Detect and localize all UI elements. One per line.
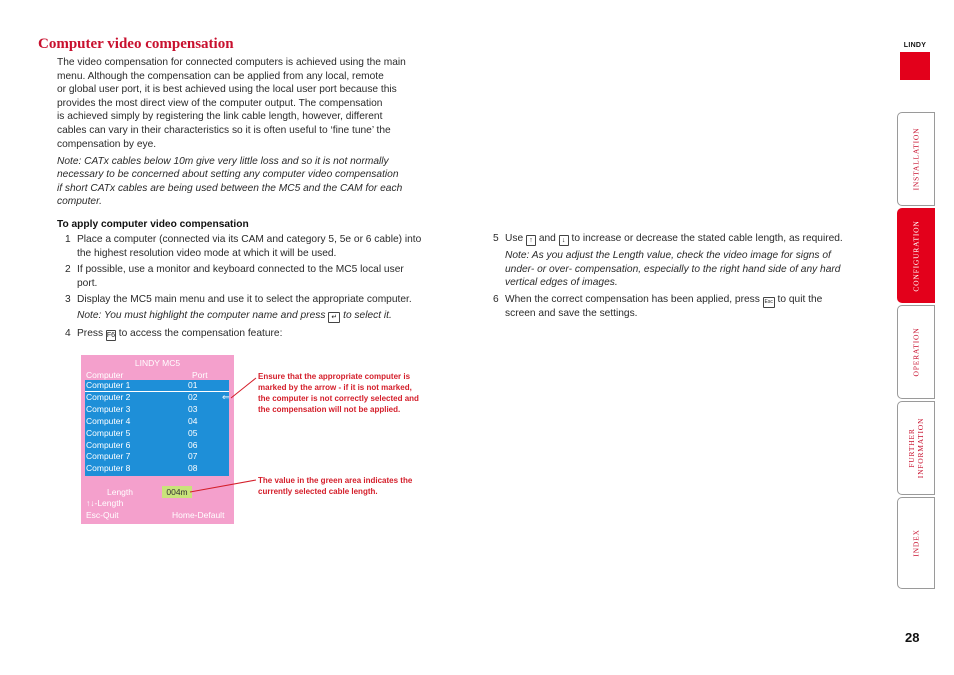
callout-line-length: [190, 480, 256, 492]
esc-key-icon: Esc: [763, 297, 775, 308]
step-text: and: [538, 233, 556, 244]
step-text: screen and save the settings.: [505, 308, 638, 319]
length-value: 004m: [162, 486, 192, 498]
intro-line: or global user port, it is best achieved using the local user port because this: [57, 84, 397, 96]
computer-name: Computer 2: [86, 391, 131, 402]
home-default-label: Home-Default: [172, 510, 225, 520]
step-text: Display the MC5 main menu and use it to select the appropriate computer.: [77, 294, 412, 305]
computer-name: Computer 3: [86, 403, 131, 414]
tab-label: INSTALLATION: [911, 127, 921, 191]
tab-configuration[interactable]: [897, 208, 935, 303]
callout-line: the computer is not correctly selected and: [258, 394, 419, 403]
note-text: to select it.: [343, 310, 392, 321]
callout-length-note: [258, 475, 412, 497]
computer-port: 02: [188, 391, 198, 402]
computer-port: 08: [188, 463, 198, 474]
note-line: under- or over- compensation, especially to the right hand side of any hard: [505, 263, 841, 275]
step-text: to quit the: [777, 294, 823, 305]
length-label: Length: [107, 487, 133, 497]
step-6: [493, 293, 883, 321]
computer-port: 01: [188, 380, 198, 390]
tab-label: INDEX: [911, 529, 921, 557]
note-line: vertical edges of images.: [505, 277, 618, 289]
f6-key-icon: F6: [106, 332, 116, 339]
step-text: Press: [77, 328, 104, 339]
tab-label: FURTHER INFORMATION: [907, 417, 925, 479]
tab-further-information[interactable]: [897, 401, 935, 495]
intro-line: cables can vary in their characteristics so it is often useful to ‘fine tune’ the: [57, 125, 391, 136]
computer-port: 06: [188, 439, 198, 450]
note-line: computer.: [57, 196, 102, 207]
callout-line: The value in the green area indicates the: [258, 476, 413, 485]
length-hint: ↑↓-Length: [86, 498, 124, 508]
step-text: to increase or decrease the stated cable length, as required.: [571, 233, 843, 244]
step-number: 6: [493, 294, 499, 305]
computer-name: Computer 7: [86, 451, 131, 462]
computer-port: 05: [188, 427, 198, 438]
callout-line-arrow: [231, 378, 256, 398]
callout-line: currently selected cable length.: [258, 487, 378, 496]
step-text: Use: [505, 233, 524, 244]
enter-key-icon: ↵: [328, 312, 340, 323]
callout-line: Ensure that the appropriate computer is: [258, 372, 411, 381]
step-number: 1: [65, 234, 71, 245]
lindy-logo: [898, 40, 932, 80]
step-text: to access the compensation feature:: [118, 328, 283, 339]
step-text: port.: [77, 278, 98, 289]
callout-arrow-note: [258, 371, 419, 415]
computer-name: Computer 5: [86, 427, 131, 438]
tab-index[interactable]: [897, 497, 935, 589]
section-heading: Computer video compensation: [38, 36, 234, 52]
intro-line: compensation by eye.: [57, 138, 157, 150]
page-number: 28: [905, 630, 920, 645]
logo-red-box: [900, 52, 930, 80]
note-line: Note: CATx cables below 10m give very little loss and so it is not normally: [57, 155, 389, 167]
step-text: When the correct compensation has been applied, press: [505, 294, 760, 305]
screen-title: LINDY MC5: [134, 358, 181, 368]
intro-line: menu. Although the compensation can be applied from any local, remote: [57, 70, 384, 82]
note-line: Note: As you adjust the Length value, check the video image for signs of: [505, 250, 831, 261]
step-number: 3: [65, 294, 71, 305]
step-text-line: [505, 232, 843, 246]
step-text: the highest resolution video mode at which it will be used.: [77, 248, 337, 259]
tab-label: OPERATION: [911, 327, 921, 377]
logo-text: LINDY: [903, 42, 927, 49]
computer-name: Computer 1: [86, 380, 131, 390]
step-number: 5: [493, 233, 499, 244]
step-text-line: [505, 293, 822, 308]
procedure-heading: To apply computer video compensation: [57, 219, 249, 230]
intro-line: The video compensation for connected computers is achieved using the main: [57, 57, 406, 68]
computer-name: Computer 4: [86, 415, 131, 426]
up-arrow-key-icon: ↑: [526, 235, 536, 246]
step-number: 4: [65, 328, 71, 339]
esc-quit-label: Esc-Quit: [86, 510, 119, 520]
computer-name: Computer 8: [86, 463, 131, 474]
down-arrow-key-icon: ↓: [559, 235, 569, 246]
tab-installation[interactable]: [897, 112, 935, 206]
computer-port: 03: [188, 403, 198, 414]
tab-operation[interactable]: [897, 305, 935, 399]
computer-column-header: Computer: [86, 370, 124, 380]
callout-line: marked by the arrow - if it is not marked,: [258, 383, 412, 392]
callout-line: the compensation will not be applied.: [258, 405, 401, 414]
step-5: [493, 232, 883, 246]
computer-name: Computer 6: [86, 439, 131, 450]
tab-label: CONFIGURATION: [911, 219, 921, 292]
port-column-header: Port: [192, 370, 208, 380]
selection-arrow-icon: ⇐: [222, 391, 230, 402]
step-text: Place a computer (connected via its CAM and category 5, 5e or 6 cable) into: [77, 234, 422, 245]
note-line: if short CATx cables are being used between the MC5 and the CAM for each: [57, 182, 403, 194]
computer-port: 04: [188, 415, 198, 426]
computer-port: 07: [188, 451, 198, 462]
step-text: If possible, use a monitor and keyboard connected to the MC5 local user: [77, 264, 404, 275]
note-line: necessary to be concerned about setting any computer video compensation: [57, 169, 399, 180]
note-text: Note: You must highlight the computer name and press: [77, 310, 326, 321]
step-number: 2: [65, 264, 71, 275]
intro-line: is achieved simply by registering the link cable length, however, different: [57, 111, 383, 123]
intro-line: provides the most direct view of the computer output. The compensation: [57, 97, 383, 109]
